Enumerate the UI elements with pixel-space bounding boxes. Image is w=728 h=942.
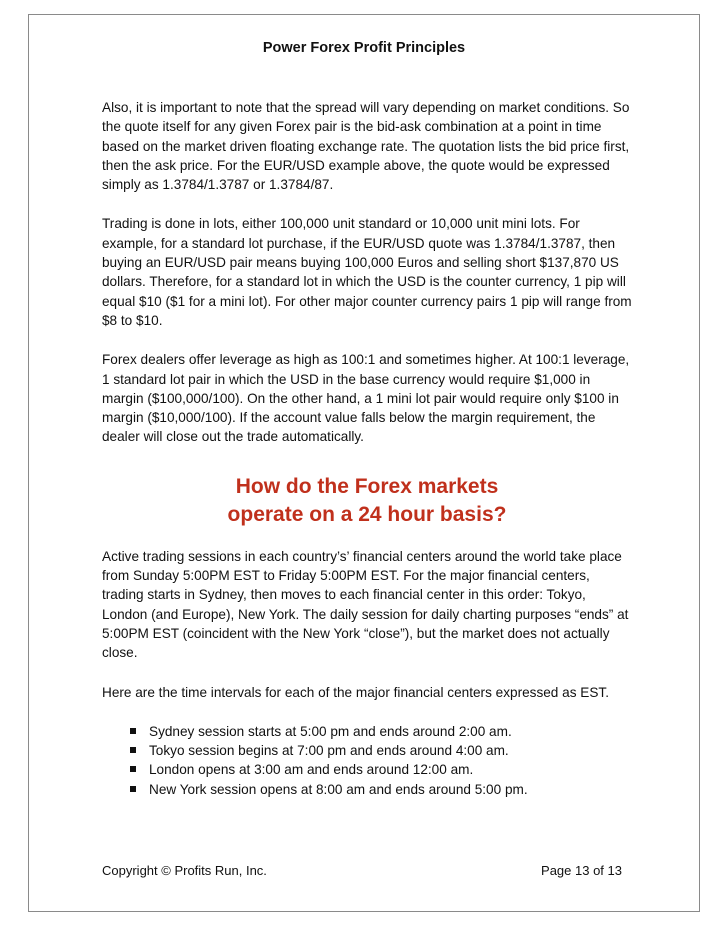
- list-item: [130, 780, 632, 799]
- square-bullet-icon: [130, 728, 136, 734]
- section-heading-line-2: operate on a 24 hour basis?: [227, 502, 507, 526]
- paragraph-sessions: Active trading sessions in each country’s’ financial centers around the world take place from Sunday 5:00PM EST to Friday 5:00PM EST. For the major financial centers, trading starts in Sydney, then moves to each financial center in this order: Tokyo, London (and Europe), New York. The daily session for daily charting purposes “ends” at 5:00PM EST (coincident with the New York “close”), but the market does not actually close.: [102, 548, 629, 661]
- list-item-text: Tokyo session begins at 7:00 pm and ends around 4:00 am.: [149, 743, 509, 759]
- list-item: [130, 722, 632, 741]
- list-item-text: Sydney session starts at 5:00 pm and ends around 2:00 am.: [149, 723, 512, 739]
- square-bullet-icon: [130, 786, 136, 792]
- paragraph-spread: Also, it is important to note that the spread will vary depending on market conditions. So the quote itself for any given Forex pair is the bid-ask combination at a point in time based on the market driven floating exchange rate. The quotation lists the bid price first, then the ask price. For the EUR/USD example above, the quote would be expressed simply as 1.3784/1.3787 or 1.3784/87.: [102, 100, 630, 193]
- footer-page-number: Page 13 of 13: [541, 863, 622, 878]
- section-heading-line-1: How do the Forex markets: [235, 474, 499, 498]
- paragraph-intervals: Here are the time intervals for each of the major financial centers expressed as EST.: [102, 684, 609, 700]
- list-item-text: New York session opens at 8:00 am and ends around 5:00 pm.: [149, 781, 528, 797]
- sessions-list: [102, 722, 632, 799]
- square-bullet-icon: [130, 766, 136, 772]
- list-item-text: London opens at 3:00 am and ends around 12:00 am.: [149, 762, 474, 778]
- paragraph-leverage: Forex dealers offer leverage as high as 100:1 and sometimes higher. At 100:1 leverage, 1 standard lot pair in which the USD in the base currency would require $1,000 in margin ($100,000/100). On the other hand, a 1 mini lot pair would require only $100 in margin ($10,000/100). If the account value falls below the margin requirement, the dealer will close out the trade automatically.: [102, 352, 630, 445]
- list-item: [130, 760, 632, 779]
- section-heading: [102, 473, 632, 529]
- footer-copyright: Copyright © Profits Run, Inc.: [102, 863, 267, 878]
- document-body: [102, 98, 632, 799]
- paragraph-lots: Trading is done in lots, either 100,000 unit standard or 10,000 unit mini lots. For example, for a standard lot purchase, if the EUR/USD quote was 1.3784/1.3787, then buying an EUR/USD pair means buying 100,000 Euros and selling short $137,870 US dollars. Therefore, for a standard lot in which the USD is the counter currency, 1 pip will equal $10 ($1 for a mini lot). For other major counter currency pairs 1 pip will range from $8 to $10.: [102, 216, 632, 328]
- square-bullet-icon: [130, 747, 136, 753]
- list-item: [130, 741, 632, 760]
- page-header-title: Power Forex Profit Principles: [262, 40, 466, 56]
